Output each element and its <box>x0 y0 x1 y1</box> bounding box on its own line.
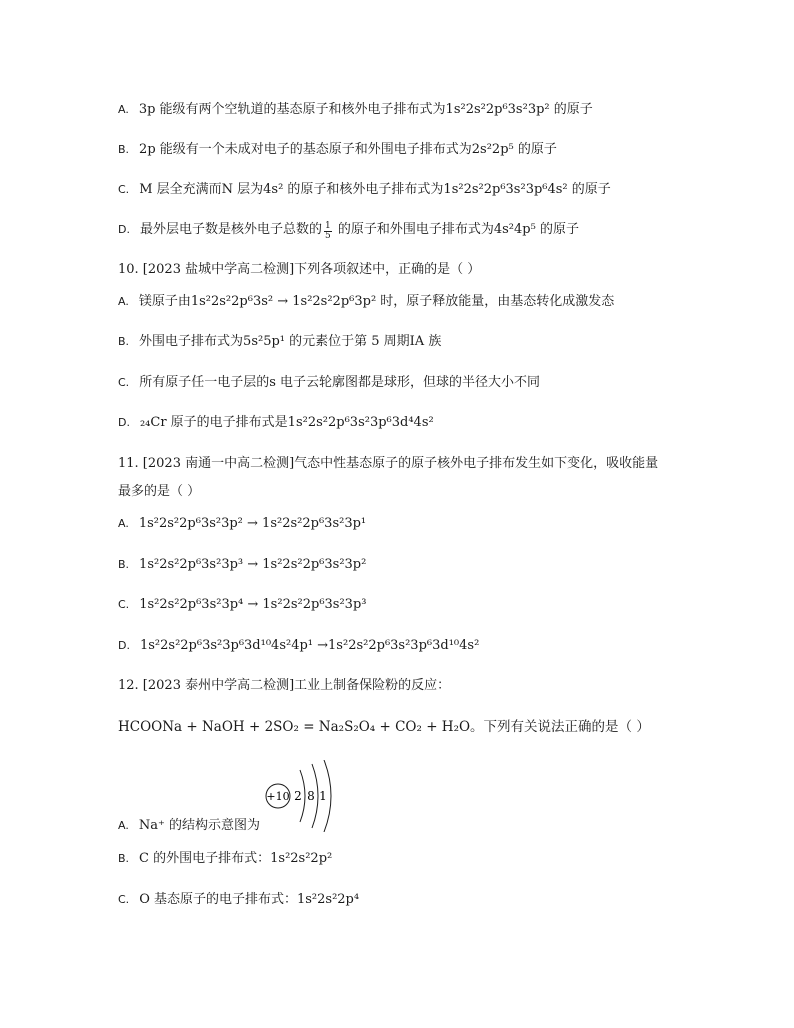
q10-stem: 10. [2023 盐城中学高二检测]下列各项叙述中，正确的是（ ） <box>118 262 481 277</box>
na-ion-structure-diagram <box>262 760 342 832</box>
option-label: A. <box>118 517 129 530</box>
q9-option-c <box>118 181 611 199</box>
option-text: 1s²2s²2p⁶3s²3p³ → 1s²2s²2p⁶3s²3p² <box>139 557 367 572</box>
q12-option-a <box>118 817 260 835</box>
q11-stem-line2: 最多的是（ ） <box>118 484 201 499</box>
q9-option-b <box>118 141 557 159</box>
q11-option-c <box>118 596 366 614</box>
option-text: 1s²2s²2p⁶3s²3p⁶3d¹⁰4s²4p¹ →1s²2s²2p⁶3s²3p⁶3d¹⁰4s² <box>139 638 480 653</box>
q12-option-b <box>118 850 332 868</box>
nucleus-charge: +10 <box>266 790 290 803</box>
fraction <box>324 222 332 241</box>
option-label: D. <box>118 639 130 652</box>
option-text: 1s²2s²2p⁶3s²3p⁴ → 1s²2s²2p⁶3s²3p³ <box>139 597 367 612</box>
q11-option-b <box>118 556 366 574</box>
q10-option-b <box>118 333 441 351</box>
q10-option-d <box>118 414 434 432</box>
q9-option-d <box>118 221 579 241</box>
shell-electrons-2: 8 <box>307 789 315 803</box>
option-label: C. <box>118 183 130 196</box>
option-text-pre: 最外层电子数是核外电子总数的 <box>139 222 322 237</box>
option-text: 3p 能级有两个空轨道的基态原子和核外电子排布式为1s²2s²2p⁶3s²3p² 的原子 <box>138 102 593 117</box>
option-text: 外围电子排布式为5s²5p¹ 的元素位于第 5 周期ⅠA 族 <box>139 334 442 349</box>
option-text-post: 的原子和外围电子排布式为4s²4p⁵ 的原子 <box>333 222 579 237</box>
option-text: 所有原子任一电子层的s 电子云轮廓图都是球形，但球的半径大小不同 <box>139 375 540 390</box>
option-label: A. <box>118 295 129 308</box>
option-text: C 的外围电子排布式：1s²2s²2p² <box>139 851 333 866</box>
q9-option-a <box>118 101 593 119</box>
option-label: B. <box>118 335 130 348</box>
option-text: ₂₄Cr 原子的电子排布式是1s²2s²2p⁶3s²3p⁶3d⁴4s² <box>139 415 434 430</box>
option-label: D. <box>118 223 130 236</box>
option-text: 2p 能级有一个未成对电子的基态原子和外围电子排布式为2s²2p⁵ 的原子 <box>139 142 557 157</box>
option-text: 镁原子由1s²2s²2p⁶3s² → 1s²2s²2p⁶3p² 时，原子释放能量，由基态转化成激发态 <box>138 294 615 309</box>
option-label: B. <box>118 558 130 571</box>
fraction-numerator: 1 <box>324 221 331 231</box>
q10-option-a <box>118 293 614 311</box>
option-label: A. <box>118 819 129 832</box>
q12-equation: HCOONa + NaOH + 2SO₂ = Na₂S₂O₄ + CO₂ + H₂O。下列有关说法正确的是（ ） <box>118 719 650 735</box>
q12-stem: 12. [2023 泰州中学高二检测]工业上制备保险粉的反应： <box>118 678 451 693</box>
option-label: C. <box>118 598 130 611</box>
option-text: 1s²2s²2p⁶3s²3p² → 1s²2s²2p⁶3s²3p¹ <box>138 516 367 531</box>
option-label: B. <box>118 143 130 156</box>
q11-option-a <box>118 515 366 533</box>
fraction-denominator: 5 <box>324 231 331 241</box>
q11-stem-line1: 11. [2023 南通一中高二检测]气态中性基态原子的原子核外电子排布发生如下变化，吸收能量 <box>118 456 659 471</box>
option-label: A. <box>118 103 129 116</box>
q11-option-d <box>118 637 479 655</box>
option-text: Na⁺ 的结构示意图为 <box>138 818 260 833</box>
option-label: B. <box>118 852 130 865</box>
option-label: C. <box>118 893 130 906</box>
shell-electrons-3: 1 <box>319 789 327 803</box>
q12-option-c <box>118 891 359 909</box>
option-text: M 层全充满而N 层为4s² 的原子和核外电子排布式为1s²2s²2p⁶3s²3p⁶4s² 的原子 <box>139 182 611 197</box>
shell-electrons-1: 2 <box>294 789 302 803</box>
option-label: C. <box>118 376 130 389</box>
option-label: D. <box>118 416 130 429</box>
q10-option-c <box>118 374 540 392</box>
option-text: O 基态原子的电子排布式：1s²2s²2p⁴ <box>139 892 360 907</box>
